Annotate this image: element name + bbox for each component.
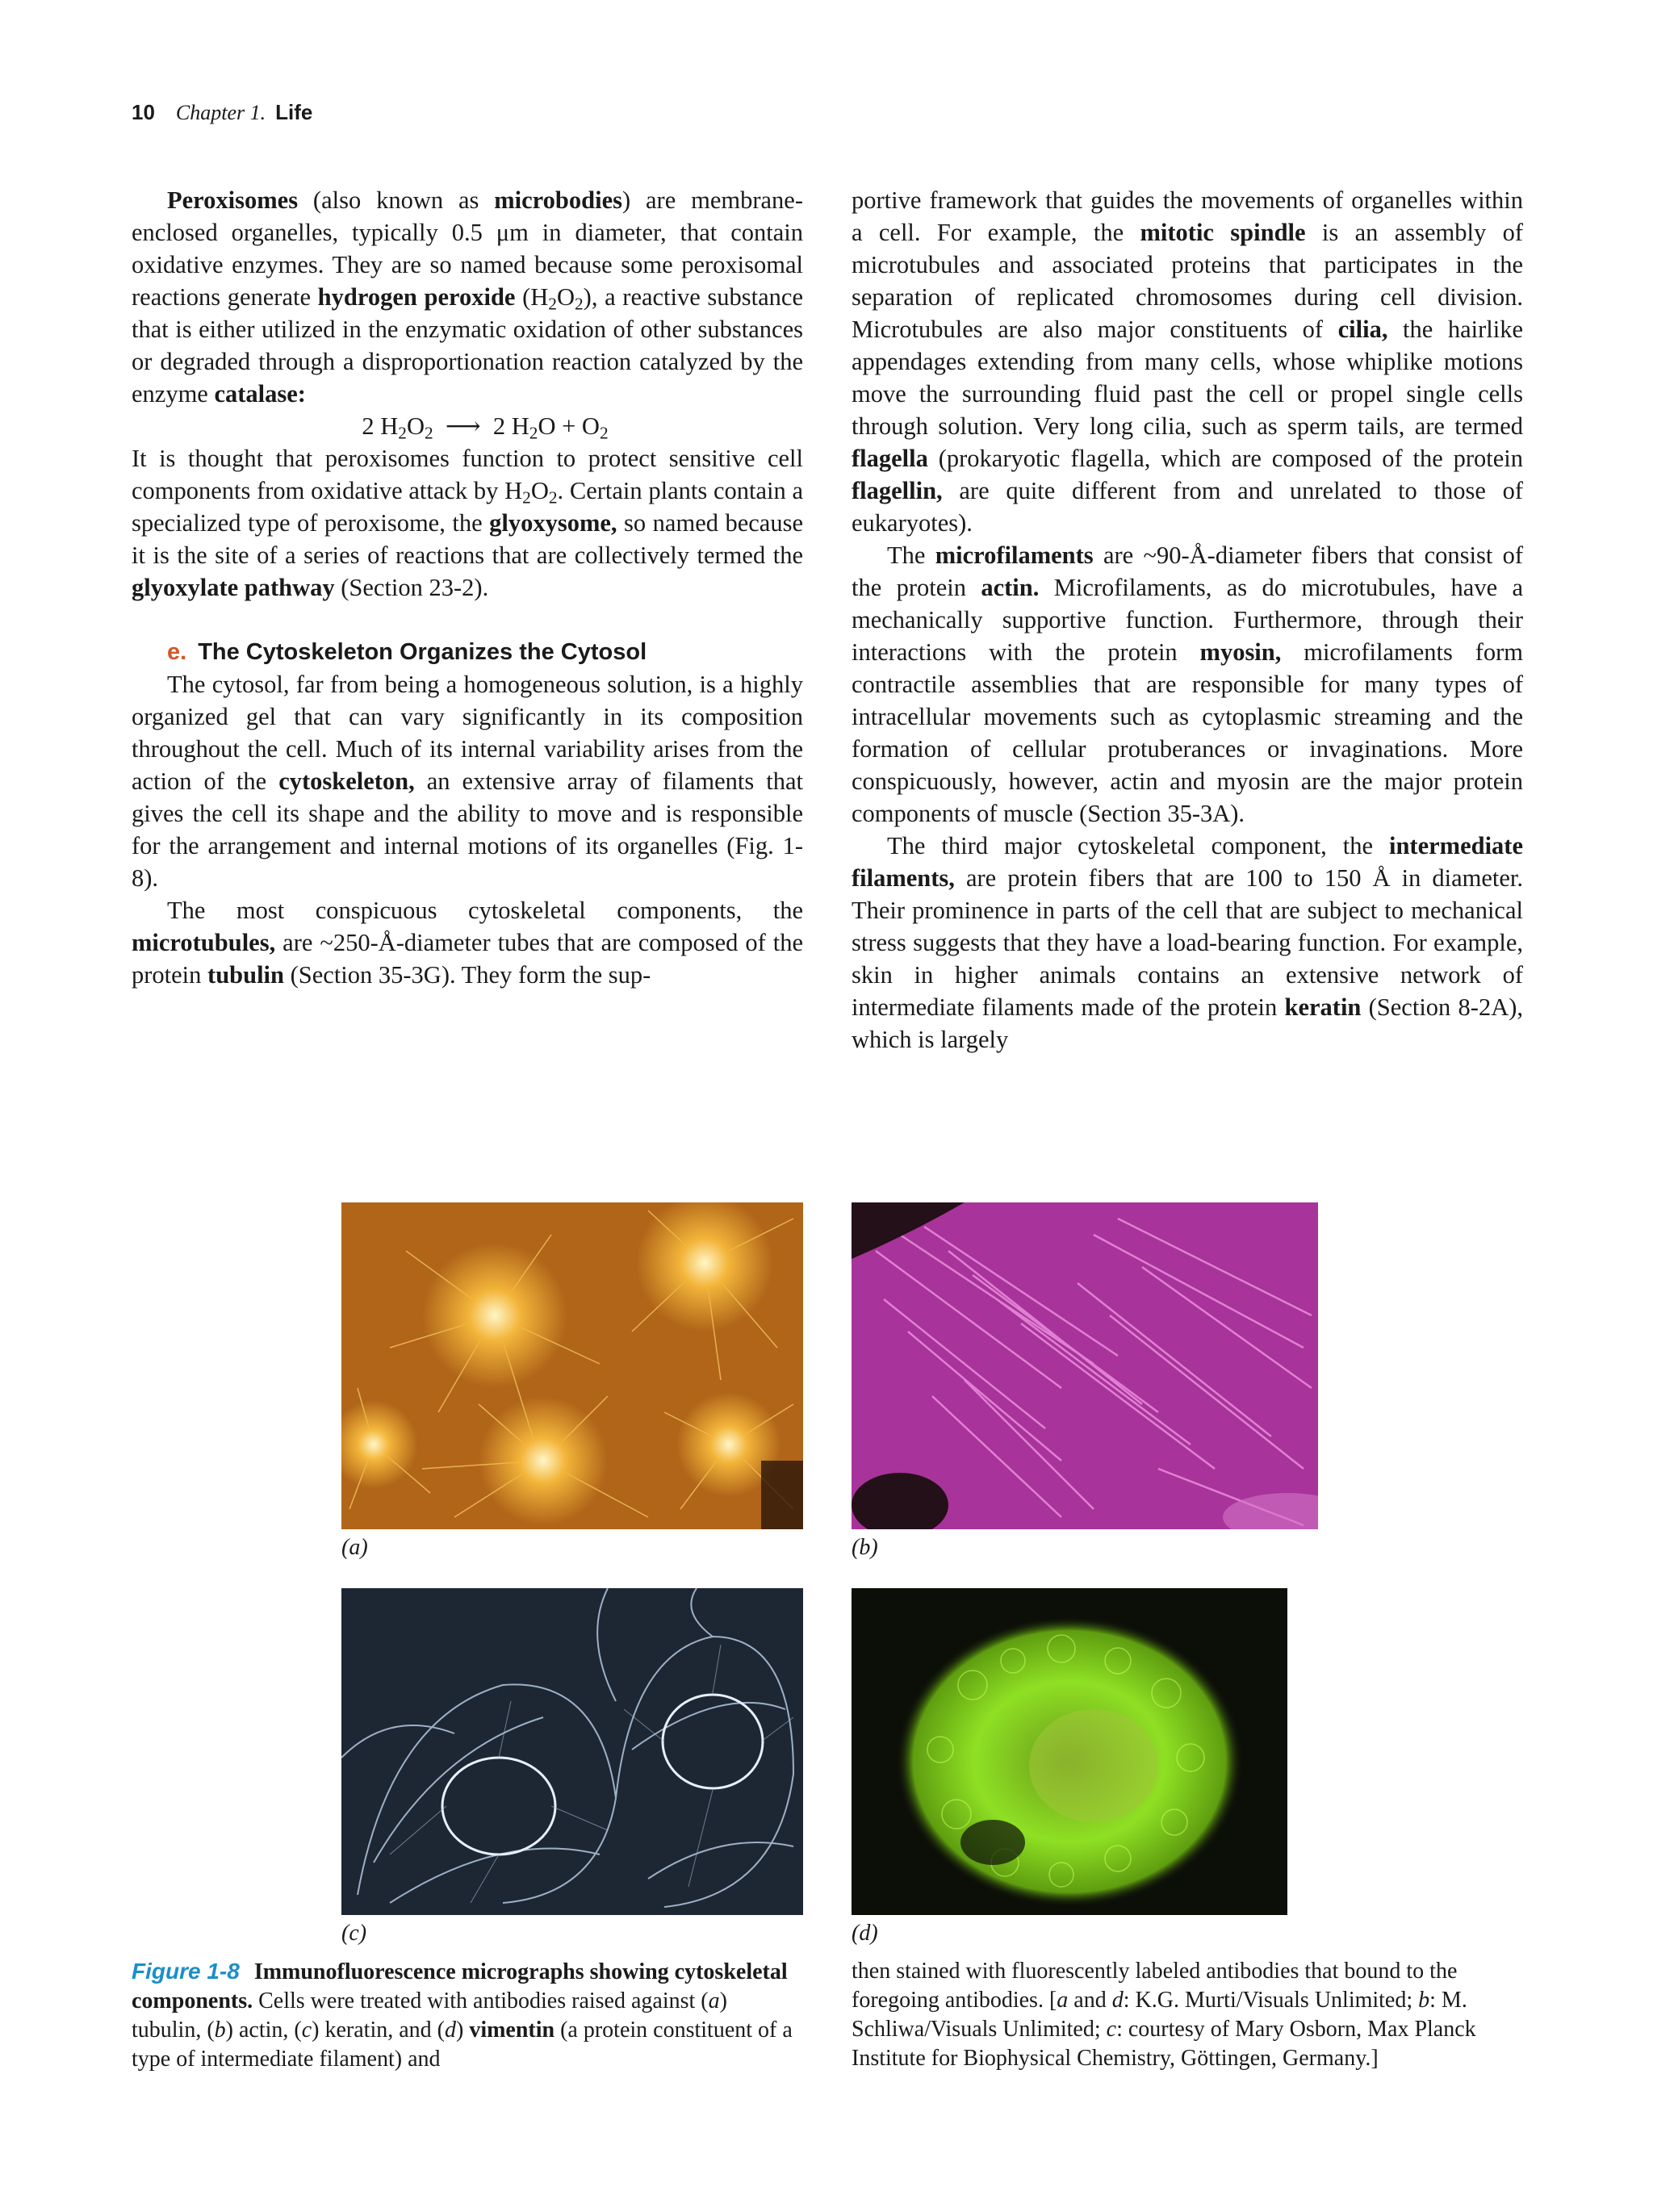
reaction-arrow: ⟶ [445,412,481,440]
paragraph-intermediate-filaments: The third major cytoskeletal component, the intermediate filaments, are protein fibers that are 100 to 150 Å in diameter. Their prominence in parts of the cell that are subject to mechanical stress suggests that they have a load-bearing function. For example, skin in higher animals contains an extensive network of intermediate filaments made of the protein keratin (Section 8-2A), which is largely [852,832,1524,1053]
left-column [132,184,803,991]
panel-label-c: (c) [341,1921,367,1946]
section-heading [132,636,803,668]
chapter-title: Life [275,100,313,124]
panel-label-a: (a) [341,1535,368,1560]
paragraph-peroxisome-function: It is thought that peroxisomes function to protect sensitive cell components from oxidative attack by $H_2O_2$. Certain plants contain a specialized type of peroxisome, the glyoxysome, so named because it is the site of a series of reactions that are collectively termed the glyoxylate pathway (Section 23-2). [132,445,804,601]
paragraph-peroxisomes: Peroxisomes (also known as microbodies) are membrane-enclosed organelles, typically 0.5 μm in diameter, that contain oxidative enzymes. They are so named because some peroxisomal reactions generate hydrogen peroxide $(H_2O_2)$, a reactive substance that is either utilized in the enzymatic oxidation of other substances or degraded through a disproportionation reaction catalyzed by the enzyme catalase: [132,186,804,408]
paragraph-microfilaments: The microfilaments are ~90-Å-diameter fibers that consist of the protein actin. Microfilaments, as do microtubules, have a mechanically supportive function. Furthermore, through their interactions with the protein myosin, microfilaments form contractile assemblies that are responsible for many types of intracellular movements such as cytoplasmic streaming and the formation of cellular protuberances or invaginations. More conspicuously, however, actin and myosin are the major protein components of muscle (Section 35-3A). [852,542,1523,827]
paragraph-cytosol: The cytosol, far from being a homogeneous solution, is a highly organized gel that can vary significantly in its composition throughout the cell. Much of its internal variability arises from the action of the cytoskeleton, an extensive array of filaments that gives the cell its shape and the ability to move and is responsible for the arrangement and internal motions of its organelles (Fig. 1-8). [132,671,803,892]
micrograph-c-keratin [341,1588,803,1915]
figure-caption-right: then stained with fluorescently labeled antibodies that bound to the foregoing antibodies. [a and d: K.G. Murti/Visuals Unlimited; b: M. Schliwa/Visuals Unlimited; c: courtesy of Mary Osborn, Max Planck Institute for Biophysical Chemistry, Göttingen, Germany.] [852,1959,1476,2071]
right-column [852,184,1523,1056]
paragraph-microtubules-cont: portive framework that guides the movements of organelles within a cell. For example, the mitotic spindle is an assembly of microtubules and associated proteins that participates in the separation of replicated chromosomes during cell division. Microtubules are also major constituents of cilia, the hairlike appendages extending from many cells, whose whiplike motions move the surrounding fluid past the cell or propel single cells through solution. Very long cilia, such as sperm tails, are termed flagella (prokaryotic flagella, which are composed of the protein flagellin, are quite different from and unrelated to those of eukaryotes). [852,186,1524,537]
figure-caption-left: Figure 1-8 Immunofluorescence micrographs showing cytoskeletal components. Cells were treated with antibodies raised against (a) tubulin, (b) actin, (c) keratin, and (d) vimentin (a protein constituent of a type of intermediate filament) and [132,1959,793,2072]
micrograph-a-tubulin [341,1202,803,1529]
chapter-label: Chapter 1. [175,101,266,124]
panel-label-b: (b) [852,1535,878,1560]
micrograph-d-vimentin [852,1588,1287,1915]
section-letter: e. [167,639,187,665]
section-title: The Cytoskeleton Organizes the Cytosol [198,639,647,665]
panel-label-d: (d) [852,1921,878,1946]
paragraph-microtubules: The most conspicuous cytoskeletal components, the microtubules, are ~250-Å-diameter tubes that are composed of the protein tubulin (Section 35-3G). They form the sup- [132,897,803,989]
page-number: 10 [132,100,155,124]
micrograph-b-actin [852,1202,1318,1529]
catalase-equation: 2 $H_2O_2$ ⟶ 2 $H_2O + O_2$ [362,412,609,443]
running-header [132,100,312,125]
figure-label: Figure 1-8 [132,1959,240,1984]
